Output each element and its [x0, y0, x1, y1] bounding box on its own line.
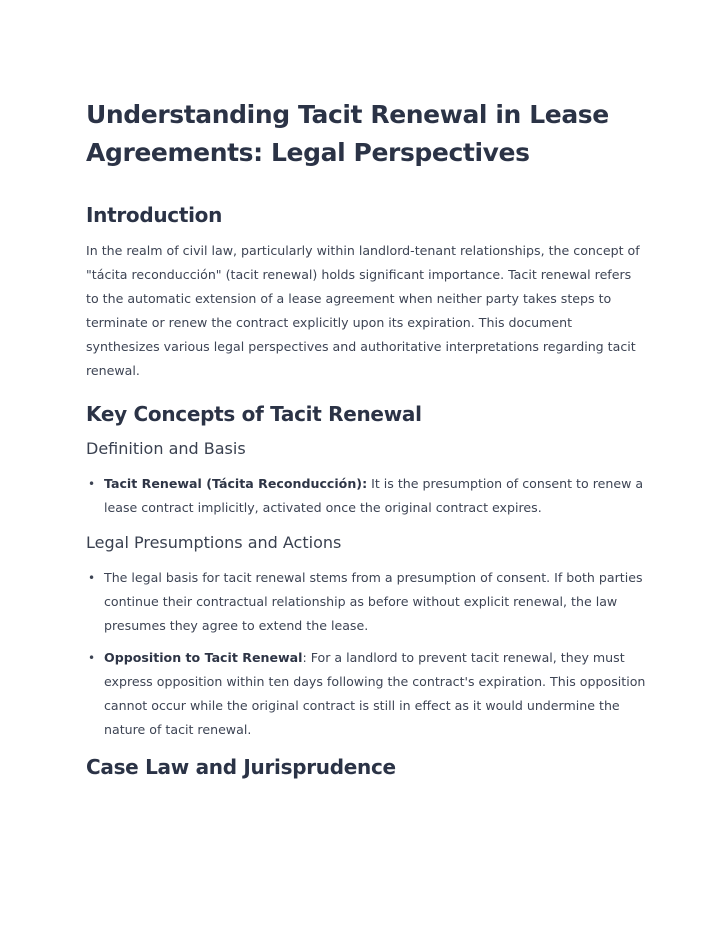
- key-concepts-heading: Key Concepts of Tacit Renewal: [86, 402, 422, 426]
- item-text: The legal basis for tacit renewal stems from a presumption of consent. If both parties continue their contractual relationship as before without explicit renewal, the law presumes they agree to extend the lease.: [104, 570, 643, 633]
- term-separator: :: [302, 650, 307, 665]
- document-page: [86, 96, 646, 791]
- case-law-heading: Case Law and Jurisprudence: [86, 755, 396, 779]
- bullet-icon: •: [88, 571, 96, 585]
- item-text: It is the presumption of consent to renew a lease contract implicitly, activated once the original contract expires.: [104, 476, 644, 515]
- definition-subheading: Definition and Basis: [86, 439, 246, 458]
- legal-presumptions-list: [86, 566, 646, 742]
- legal-presumptions-subheading: Legal Presumptions and Actions: [86, 533, 342, 552]
- list-item: [86, 472, 646, 520]
- bullet-icon: •: [88, 651, 96, 665]
- introduction-paragraph: In the realm of civil law, particularly within landlord-tenant relationships, the concept of "tácita reconducción" (tacit renewal) holds significant importance. Tacit renewal refers to the automatic extension of a lease agreement when neither party takes steps to terminate or renew the contract explicitly upon its expiration. This document synthesizes various legal perspectives and authoritative interpretations regarding tacit renewal.: [86, 243, 640, 378]
- list-item: [86, 646, 646, 742]
- list-item: [86, 566, 646, 638]
- introduction-heading: Introduction: [86, 203, 223, 227]
- term-separator: :: [362, 476, 368, 491]
- definition-list: [86, 472, 646, 520]
- item-text: For a landlord to prevent tacit renewal, they must express opposition within ten days following the contract's expiration. This opposition cannot occur while the original contract is still in effect as it would undermine the nature of tacit renewal.: [104, 650, 646, 737]
- bullet-icon: •: [88, 477, 96, 491]
- term-label: Opposition to Tacit Renewal: [104, 650, 303, 665]
- term-label: Tacit Renewal (Tácita Reconducción): [104, 476, 363, 491]
- document-title: Understanding Tacit Renewal in Lease Agreements: Legal Perspectives: [86, 100, 609, 167]
